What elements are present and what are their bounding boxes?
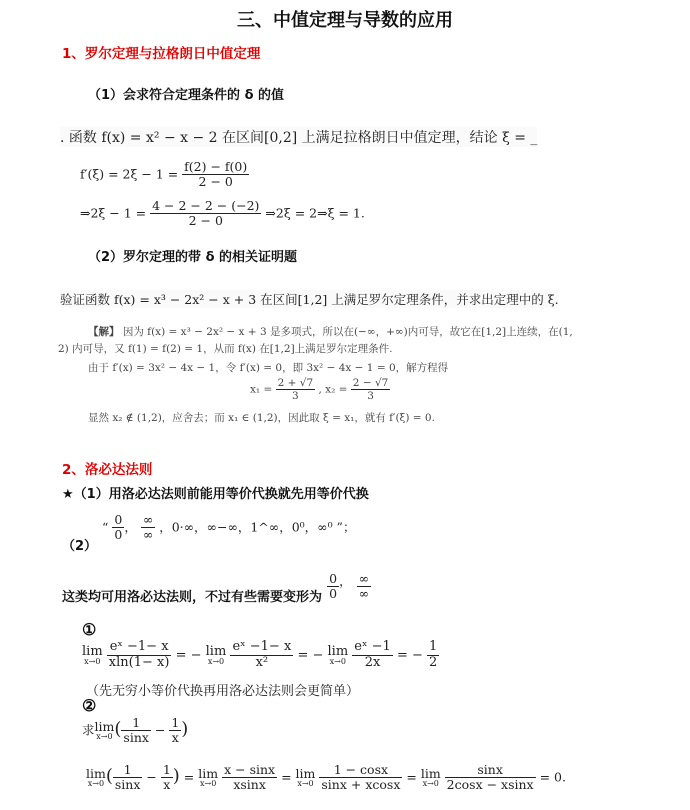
lim-word: lim bbox=[295, 765, 316, 781]
lhopital-example2-prompt: 求lim x→0 ( $\frac{1}{\sin x}$ − $\frac{1}{x}$ ) bbox=[82, 715, 189, 746]
section-heading-rolle-lagrange: 1、罗尔定理与拉格朗日中值定理 bbox=[62, 46, 261, 62]
solution-roots bbox=[250, 377, 390, 402]
transform-f2-num: ∞ bbox=[358, 571, 370, 586]
ex1-f1-num: eˣ −1− x bbox=[107, 640, 172, 656]
ex1-frac3 bbox=[352, 640, 393, 671]
form-inf-over-inf bbox=[141, 513, 155, 543]
lim-sub: x→0 bbox=[329, 656, 346, 666]
ex1-frac2 bbox=[230, 640, 293, 671]
equivalence-note: （先无穷小等价代换再用洛必达法则会更简单） bbox=[86, 684, 360, 699]
form1-den: 0 bbox=[114, 527, 123, 543]
root1-den: 3 bbox=[292, 390, 299, 403]
lhopital-example2-solution: lim x→0 ( $\frac{1}{\sin x}$ − $\frac{1}{x}$ ) = lim x→0 $\frac{x - \sin x}{xsinx}$ = lim x→0 $\frac{1 - \cos x}{\sin x + xcosx}$ = lim x→0 $\frac{\sin x}{2\cos x - xsinx}$ = 0. bbox=[86, 762, 566, 793]
lim-3 bbox=[328, 645, 349, 666]
lim-sub: x→0 bbox=[297, 779, 314, 789]
ex1-f1-den: xln(1− x) bbox=[108, 654, 170, 670]
section-heading-lhopital: 2、洛必达法则 bbox=[62, 462, 153, 478]
sol-frac-e bbox=[445, 763, 536, 793]
transform-frac-inf bbox=[357, 572, 371, 602]
lim-word: lim bbox=[94, 718, 115, 734]
lim-s1 bbox=[86, 765, 106, 789]
sol-c-num: x − sinx bbox=[224, 762, 276, 777]
solution-line3: 由于 f′(x) = 3x² − 4x − 1，令 f′(x) = 0，即 3x² − 4x − 1 = 0，解方程得 bbox=[88, 362, 449, 374]
ask-a-den: sinx bbox=[123, 730, 149, 746]
solution-line1 bbox=[88, 324, 573, 339]
example1-statement: . 函数 f(x) = x² − x − 2 在区间[0,2] 上满足拉格朗日中值定理，结论 ξ = _ bbox=[60, 127, 537, 147]
root1-fraction bbox=[276, 377, 316, 402]
lhopital-example1 bbox=[82, 640, 439, 671]
form-zero-over-zero bbox=[112, 513, 124, 543]
transform-f1-num: 0 bbox=[329, 571, 338, 586]
lim-word: lim bbox=[205, 643, 227, 659]
lim-sub: x→0 bbox=[207, 656, 225, 666]
step2-rhs: ⇒2ξ = 2⇒ξ = 1. bbox=[265, 205, 365, 221]
sol-frac-d bbox=[319, 763, 402, 793]
indeterminate-forms: “ $\frac{0}{0}$ ， $\frac{\infty}{\infty}$ ，0·∞，∞−∞，1^∞，0⁰，∞⁰ ”； bbox=[102, 512, 356, 543]
root2-den: 3 bbox=[367, 390, 374, 403]
lim-word: lim bbox=[327, 643, 349, 659]
ask-word: 求 bbox=[82, 722, 95, 738]
lim-s2 bbox=[198, 765, 219, 789]
example1-step2 bbox=[80, 199, 365, 229]
forms-rest: ，0·∞，∞−∞，1^∞，0⁰，∞⁰ ”； bbox=[159, 519, 356, 535]
root2-num: 2 − √7 bbox=[352, 377, 389, 389]
lim-sub: x→0 bbox=[96, 732, 113, 742]
step2-lhs: ⇒2ξ − 1 = bbox=[80, 205, 147, 221]
example1-step1 bbox=[80, 160, 249, 190]
step1-lhs: f′(ξ) = 2ξ − 1 = bbox=[80, 166, 179, 182]
subheading-equivalent-substitution: ★（1）用洛必达法则前能用等价代换就先用等价代换 bbox=[62, 487, 369, 502]
lim-word: lim bbox=[420, 765, 441, 781]
example-marker-2: ② bbox=[82, 696, 97, 715]
sol-d-num: 1 − cosx bbox=[319, 763, 402, 778]
step1-den: 2 − 0 bbox=[198, 174, 233, 190]
example2-statement: 验证函数 f(x) = x³ − 2x² − x + 3 在区间[1,2] 上满足罗尔定理条件，并求出定理中的 ξ. bbox=[60, 292, 559, 307]
ex1-frac1 bbox=[107, 640, 172, 671]
ex1-f3-den: 2x bbox=[364, 654, 381, 670]
sol-frac-a bbox=[113, 763, 143, 793]
ask-a-num: 1 bbox=[121, 716, 151, 731]
transform-line: $_{这类均可用洛必达法则,不过有些需要变形为}$ $\frac{0}{0}$ ， $\frac{\infty}{\infty}$ bbox=[62, 571, 370, 606]
subheading-find-delta: （1）会求符合定理条件的 δ 的值 bbox=[88, 88, 285, 103]
lim-word: lim bbox=[198, 765, 219, 781]
root2-lhs: , x₂ = bbox=[318, 383, 348, 396]
lim-word: lim bbox=[82, 643, 103, 659]
lim-s3 bbox=[295, 765, 316, 789]
sol-eq1: = bbox=[183, 769, 195, 785]
lim-ask bbox=[94, 718, 115, 742]
solution-line2: 2) 内可导，又 f(1) = f(2) = 1，从而 f(x) 在[1,2]上满足罗尔定理条件. bbox=[58, 343, 393, 355]
sol-d-den: sinx + xcosx bbox=[321, 777, 401, 793]
sol-eq3: = bbox=[406, 769, 417, 785]
sol-e-den: 2cosx − xsinx bbox=[446, 777, 534, 793]
lim-sub: x→0 bbox=[87, 779, 105, 789]
sol-a-num: 1 bbox=[113, 763, 143, 778]
lim-s4 bbox=[420, 765, 441, 789]
lim-2 bbox=[206, 645, 227, 666]
ex1-f4-num: 1 bbox=[429, 639, 438, 654]
lim-sub: x→0 bbox=[84, 656, 101, 666]
ask-frac-a bbox=[121, 716, 151, 746]
forms-open-quote: “ bbox=[102, 519, 109, 535]
sol-eq2: = bbox=[281, 769, 292, 785]
step2-den: 2 − 0 bbox=[188, 213, 223, 229]
example-marker-1: ① bbox=[82, 620, 97, 639]
sol-frac-c bbox=[222, 763, 277, 793]
ex1-f2-den: x² bbox=[255, 654, 269, 670]
sol-b-den: x bbox=[163, 777, 171, 793]
form1-num: 0 bbox=[114, 512, 123, 527]
sol-frac-b bbox=[161, 763, 173, 793]
root2-fraction bbox=[351, 377, 391, 402]
ask-b-num: 1 bbox=[171, 715, 180, 730]
subheading-rolle-proof: （2）罗尔定理的带 δ 的相关证明题 bbox=[88, 250, 298, 265]
transform-f1-den: 0 bbox=[329, 586, 338, 602]
ex1-f3-num: eˣ −1 bbox=[354, 639, 391, 654]
ex1-eq3: = − bbox=[396, 647, 423, 663]
transform-f2-den: ∞ bbox=[358, 586, 370, 602]
ex1-eq2: = − bbox=[297, 647, 324, 663]
lim-sub: x→0 bbox=[422, 779, 439, 789]
lim-sub: x→0 bbox=[200, 779, 217, 789]
root1-num: 2 + √7 bbox=[277, 377, 314, 389]
ex1-eq1: = − bbox=[175, 647, 202, 663]
sol-a-den: sinx bbox=[114, 777, 141, 793]
ex1-frac4 bbox=[427, 640, 439, 671]
ask-frac-b bbox=[169, 716, 181, 746]
step2-fraction bbox=[150, 199, 261, 229]
ex1-f4-den: 2 bbox=[429, 654, 438, 670]
transform-frac-zero bbox=[327, 572, 339, 602]
sol-end: = 0. bbox=[539, 769, 566, 785]
step1-num: f(2) − f(0) bbox=[184, 159, 248, 174]
solution-line4: 显然 x₂ ∉ (1,2)，应舍去；而 x₁ ∈ (1,2)，因此取 ξ = x₁，就有 f′(ξ) = 0. bbox=[88, 412, 435, 424]
ex1-f2-num: eˣ −1− x bbox=[232, 639, 292, 654]
ask-b-den: x bbox=[171, 730, 179, 746]
lim-1 bbox=[82, 645, 103, 666]
root1-lhs: x₁ = bbox=[250, 383, 273, 396]
solution-text1: 因为 f(x) = x³ − 2x² − x + 3 是多项式，所以在(−∞，+∞)内可导，故它在[1,2]上连续，在(1, bbox=[122, 326, 573, 338]
form2-num: ∞ bbox=[142, 512, 154, 527]
page-title: 三、中值定理与导数的应用 bbox=[237, 10, 453, 31]
sol-b-num: 1 bbox=[162, 762, 171, 777]
sol-c-den: xsinx bbox=[233, 777, 266, 793]
sol-e-num: sinx bbox=[445, 763, 536, 778]
form2-den: ∞ bbox=[142, 527, 154, 543]
step2-num: 4 − 2 − 2 − (−2) bbox=[152, 198, 260, 213]
lim-word: lim bbox=[86, 765, 106, 781]
solution-tag: 【解】 bbox=[88, 326, 120, 338]
forms-label: （2） bbox=[62, 539, 98, 554]
step1-fraction bbox=[182, 160, 249, 190]
transform-text: 这类均可用洛必达法则，不过有些需要变形为 bbox=[62, 590, 323, 606]
